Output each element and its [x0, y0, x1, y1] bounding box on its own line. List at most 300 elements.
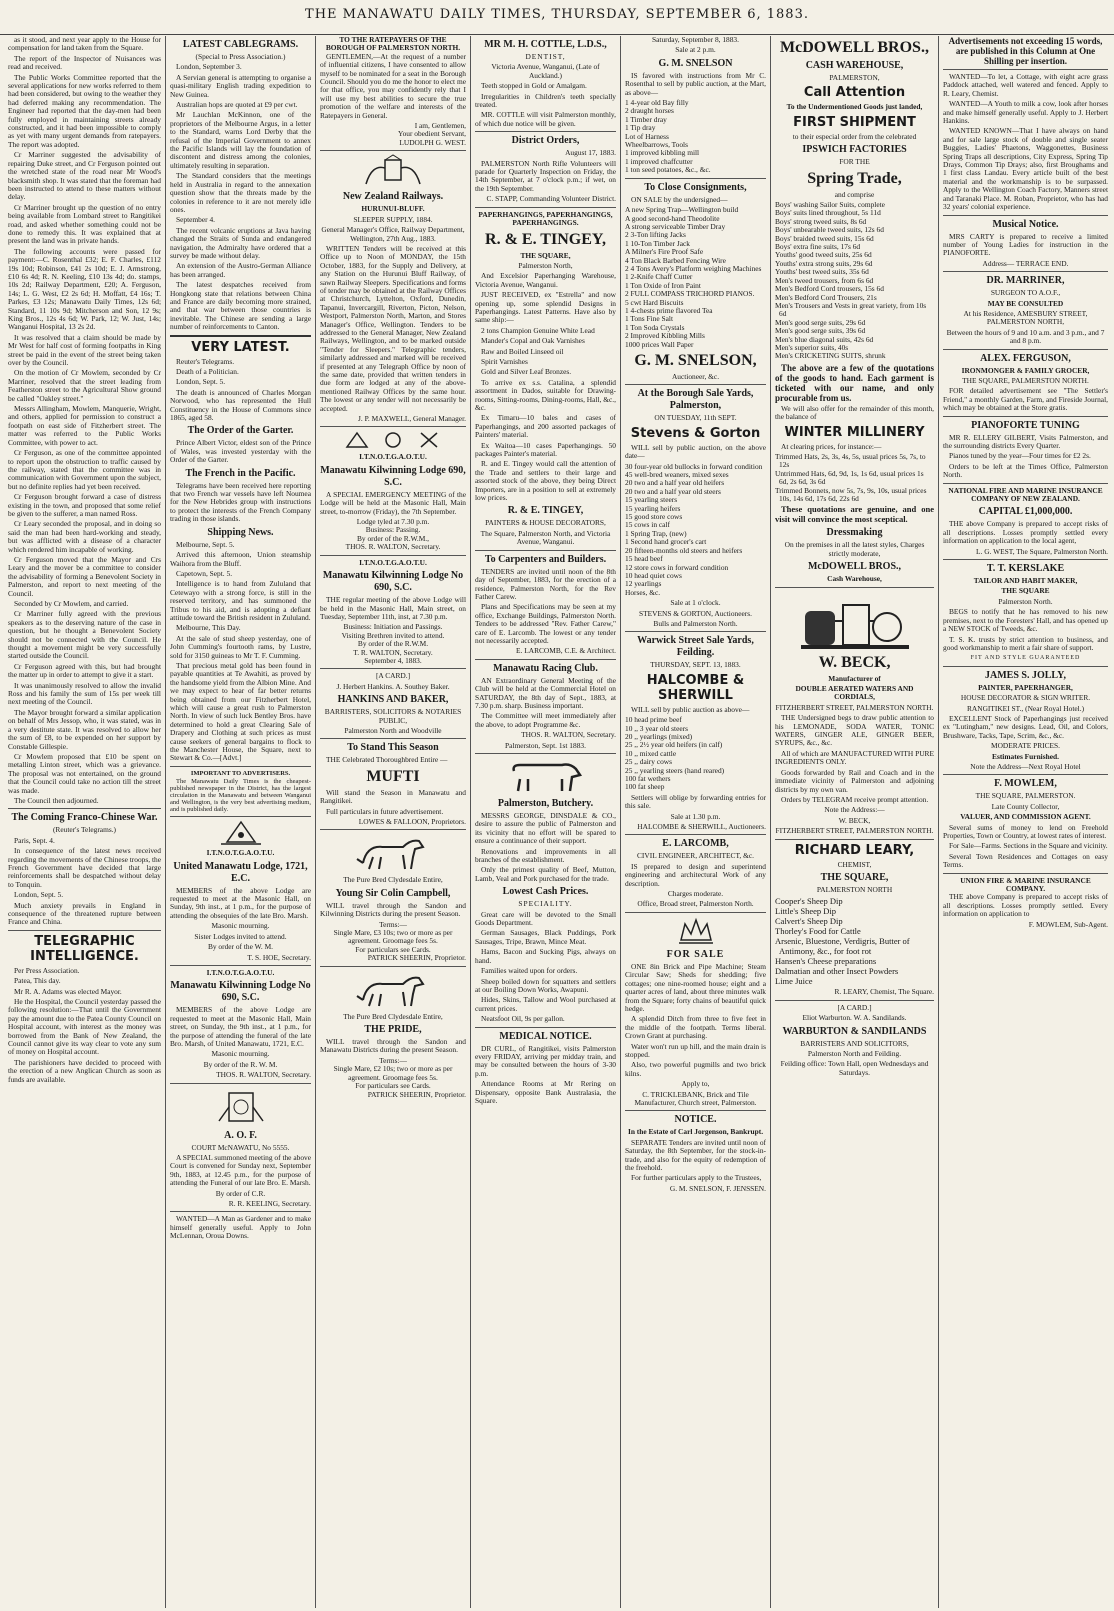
list-item: 15 head beef: [625, 554, 663, 564]
for-sale-signature: C. TRICKLEBANK, Brick and Tile Manufacturer, Church street, Palmerston.: [634, 1089, 757, 1107]
list-item: 1 Timber dray: [625, 114, 667, 124]
paragraph: Great care will be devoted to the Small Goods Department.: [475, 909, 616, 928]
column-5: [621, 36, 771, 1608]
larcomb-sub: CIVIL ENGINEER, ARCHITECT, &c.: [637, 851, 754, 861]
doctor-hours: Between the hours of 9 and 10 a.m. and 3 p.m., and 7 and 8 p.m.: [946, 327, 1105, 346]
list-item: 15 yearling heifers: [625, 503, 681, 513]
signoff-line: Your obedient Servant,: [397, 129, 466, 139]
list-item: 20 fifteen-months old steers and heifers: [625, 545, 743, 555]
ipswich-sub: FOR THE: [839, 157, 870, 167]
garter-heading: The Order of the Garter.: [187, 425, 294, 437]
paragraph: It was resolved that a claim should be made by Mr West for half cost of forming footpaths in King street be paid in the event of the street being taken over by the Council.: [8, 332, 161, 368]
paragraph: Intelligence is to hand from Zululand that Cetewayo with a strong force, is still in the reserved territory, and has summoned the Tribus to his aid, and is adopting a defiant attitude toward the British resident in Zululand.: [170, 579, 311, 622]
list-item: Boys' unbearable tweed suits, 12s 6d: [775, 225, 884, 235]
pride-terms: [320, 1057, 466, 1091]
beck-sub2: DOUBLE AERATED WATERS AND CORDIALS,: [795, 684, 914, 702]
horse-illustration-icon: [353, 970, 433, 1010]
paragraph: Mr Lauchlan McKinnon, one of the proprietors of the Melbourne Argus, in a letter to the Standard, warns Lord Derby that the refusal of the Imperial Government to annex the Pacific Islands will lay the foundation of discontent and distress among the colonies, ultimately resulting in separation.: [170, 110, 311, 170]
paragraph: Renovations and improvements in all branches of the establishment.: [475, 846, 616, 865]
kerslake-text: BEGS to notify that he has removed to his new premises, next to the Foresters' Hall, and has opened up a NEW STOCK of Tweeds, &c.: [943, 607, 1108, 634]
kilwinning2-lines: [320, 623, 466, 665]
paragraph: Irregularities in Children's teeth specially treated.: [475, 91, 616, 110]
list-item: A strong serviceable Timber Dray: [625, 221, 726, 231]
doctor-sub: SURGEON TO A.O.F.,: [990, 288, 1061, 298]
district-orders-text: PALMERSTON North Rifle Volunteers will parade for Quarterly Inspection on Friday, the 14th September, at 7 o'clock p.m.; if wet, on the 19th September.: [475, 158, 616, 193]
list-item: Lime Juice: [775, 976, 813, 987]
aof-court: COURT McNAWATU, No 5555.: [191, 1142, 290, 1152]
paragraph: Melbourne, Sept. 5.: [176, 539, 235, 549]
goods-list: [775, 201, 934, 361]
newspaper-columns: [4, 36, 1112, 1611]
list-item: Boys' extra fine suits, 17s 6d: [775, 242, 861, 252]
winter-millinery-heading: WINTER MILLINERY: [784, 424, 925, 440]
hankins-baker-sub: BARRISTERS, SOLICITORS & NOTARIES PUBLIC,: [324, 707, 462, 725]
colin-terms: [320, 921, 466, 955]
kerslake-square: THE SQUARE: [1001, 586, 1050, 596]
jolly-note: Note the Address—Next Royal Hotel: [970, 761, 1081, 771]
stevens-gorton-text: WILL sell by public auction, on the above date—: [625, 442, 766, 461]
list-item: Boys' washing Sailor Suits, complete: [775, 200, 885, 210]
paragraph: Families waited upon for orders.: [481, 966, 578, 976]
list-item: Men's superior suits, 40s: [775, 342, 849, 352]
paragraph: Australian hops are quoted at £9 per cwt.: [176, 100, 298, 110]
snelson-sub: Auctioneer, &c.: [671, 372, 720, 381]
paragraph: The following accounts were passed for payment:—C. Rosenthal £32; E. F. Charles, £112 19s 10d; Robinson, £41 2s 10d; E. J. Armstrong, £10 6s 4d; R. N. Keeling, £10 13s 4d; do. stamps, 10s 2d; Railway Department, £20; A. Ferguson, 14s; L. G. West, £2 2s 6d; H. Moffatt, £4 16s; T. Parkes, £3 12s; Manawatu Daily Times, 12s 6d; Standard, 11 10s 9d; Mitcherson and Son, 12 9s; King Bros., 12s 4s 6d; W. Park, 12; W. Just, 14s; Wanganui Hospital, 13 2s 2d.: [8, 246, 161, 332]
paragraph: The Standard considers that the meetings held in Australia in regard to the annexation question show that the threats made by the colonies in reference to it are not merely idle ones.: [170, 171, 311, 214]
list-item: 1 Ton Oxide of Iron Paint: [625, 280, 701, 290]
war-report: [8, 837, 161, 927]
pride-name: THE PRIDE,: [364, 1024, 422, 1036]
list-item: Thorley's Food for Cattle: [775, 926, 861, 937]
paragraph: The Mayor brought forward a similar application on behalf of Mrs Jessop, who, it was stated, was in a very destitute state. It was resolved to allow her the sum of £8, to be expended on her support by Constable Gillespie.: [8, 707, 161, 751]
halcombe-sherwill-text2: Settlers will oblige by forwarding entries for this sale.: [625, 792, 766, 811]
piano-text2: Pianos tuned by the year—Four times for £2 2s.: [949, 451, 1091, 461]
paragraph: Death of a Politician.: [176, 367, 239, 376]
list-item: Youths' good tweed suits, 25s 6d: [775, 250, 872, 260]
list-item: Arsenic, Bluestone, Verdigris, Butter of Antimony, &c., for foot rot: [775, 936, 910, 957]
kilwinning2-text: THE regular meeting of the above Lodge will be held in the Masonic Hall, Main street, on Tuesday, September 11th, inst, at 7.30 p.m.: [320, 595, 466, 621]
beck-address2: FITZHERBERT STREET, PALMERSTON NORTH.: [775, 826, 934, 836]
list-item: 100 fat wethers: [625, 774, 671, 783]
list-item: Men's Trousers and Vests in great variety, from 10s 6d: [775, 300, 927, 319]
mowlem-valuer: VALUER, AND COMMISSION AGENT.: [960, 812, 1091, 822]
list-item: 20 two and a half year old steers: [625, 486, 721, 496]
paragraph: Ex Waitoa—10 cases Paperhangings. 50 packages Painter's material.: [475, 440, 616, 459]
spring-trade-heading: Spring Trade,: [807, 169, 902, 187]
paragraph: Mander's Copal and Oak Varnishes: [481, 336, 585, 346]
mowlem-text4: Several Town Residences and Cottages on easy Terms.: [943, 851, 1108, 870]
list-item: 25 ,, yearling steers (hand reared): [625, 765, 725, 775]
terms-line: Single Mare, £2 10s; two or more as per agreement. Groomage fees 5s.: [333, 1064, 453, 1082]
very-latest-report: [170, 358, 311, 423]
paragraph: Cr Marriner brought up the question of no entry being available from Lombard street to Rangitikei road, and asked whether something could not be done to remedy this. It was explained that at present the land was in private hands.: [8, 202, 161, 246]
list-item: 1 improved kibbling mill: [625, 148, 700, 158]
paragraph: Raw and Boiled Linseed oil: [481, 346, 564, 356]
notice-line: By order of the R.W.M.,: [357, 533, 429, 543]
terms-line: For particulars see Cards.: [355, 1081, 431, 1091]
halcombe-sherwill-heading: HALCOMBE & SHERWILL: [646, 672, 745, 703]
notice-signature: G. M. SNELSON, F. JENSSEN.: [669, 1183, 766, 1193]
lodge1-by: By order of the W. M.: [207, 942, 274, 952]
paragraph: Hides, Skins, Tallow and Wool purchased at current prices.: [475, 995, 616, 1013]
pride-text: WILL travel through the Sandon and Manawatu Districts during the present Season.: [320, 1037, 466, 1055]
list-item: 1 4-chests prime flavored Tea: [625, 305, 713, 315]
list-item: 1 Second hand grocer's cart: [625, 537, 707, 547]
list-item: 45 well-bred weaners, mixed sexes: [625, 470, 729, 480]
music-address: Address— TERRACE END.: [982, 258, 1069, 268]
list-item: 1 Ton Soda Crystals: [625, 322, 685, 332]
terms-line: Terms:—: [379, 919, 407, 929]
royal-crest-icon: [671, 916, 721, 946]
small-ad: WANTED KNOWN—That I have always on hand and for sale large stock of double and single seater Buggies, Ladies' Phaetons, Waggonettes, Business Spring Traps all descriptions, City Express, Spring Tip Drays, Common Tip Drays; also, first Broughams and 1 first class Landau. Every article built of the best material and the workmanship is to be surpassed. Apply to the Wellington Coach Factory, Manners street and Taranaki Place. M. Roban, Proprietor, who has had 32 years' colonial experience.: [943, 126, 1108, 212]
list-item: Untrimmed Hats, 6d, 9d, 1s, 1s 6d, usual prices 1s 6d, 2s 6d, 3s 6d: [775, 468, 924, 487]
ratepayers-heading: TO THE RATEPAYERS OF THE BOROUGH OF PALMERSTON NORTH.: [325, 36, 461, 53]
list-item: A new Spring Trap—Wellington build: [625, 205, 739, 215]
mcdowell-address: PALMERSTON,: [829, 73, 880, 82]
shipping-heading: Shipping News.: [207, 526, 274, 538]
lodge2-name: Manawatu Kilwinning Lodge No 690, S.C.: [170, 980, 311, 1004]
mufti-signature: LOWES & FALLOON, Proprietors.: [358, 817, 466, 826]
kilwinning-text: A SPECIAL EMERGENCY MEETING of the Lodge will be held at the Masonic Hall, Main street, to-morrow (Friday), the 7th September.: [320, 489, 466, 516]
lodge2-by: By order of the R. W. M.: [203, 1059, 278, 1069]
small-ad: WANTED—A Youth to milk a cow, look after horses and make himself generally useful. Apply to J. Herbert Hankins.: [943, 99, 1108, 126]
terms-line: Single Mare, £3 10s; two or more as per agreement. Groomage fees 5s.: [333, 928, 453, 946]
halcombe-sherwill-signature: HALCOMBE & SHERWILL, Auctioneers.: [637, 822, 766, 832]
dentist-heading: MR M. H. COTTLE, L.D.S.,: [484, 39, 607, 50]
lodge1-note2: Sister Lodges invited to attend.: [194, 931, 287, 941]
warburton-sub: BARRISTERS AND SOLICITORS,: [800, 1038, 909, 1048]
list-item: Men's good serge suits, 39s 6d: [775, 326, 866, 336]
list-item: Hansen's Cheese preparations: [775, 956, 877, 967]
lodge1-signature: T. S. HOE, Secretary.: [247, 952, 311, 962]
paragraph: The recent volcanic eruptions at Java having changed the Straits of Sunda and endangered navigation, the Admiralty have ordered that a survey be made without delay.: [170, 225, 311, 260]
ferguson-text: FOR detailed advertisement see "The Settler's Friend," a monthly Garden, Farm, and Fireside Journal, which may be obtained at the Store gratis.: [943, 386, 1108, 413]
very-latest-heading: VERY LATEST.: [191, 339, 290, 355]
union-insurance-text: THE above Company is prepared to accept risks of all descriptions. Losses promptly settled. Every information on application to: [943, 892, 1108, 919]
list-item: 100 fat sheep: [625, 782, 665, 792]
list-item: Youths' best tweed suits, 35s 6d: [775, 267, 869, 277]
sale-date: Saturday, September 8, 1883.: [652, 36, 739, 44]
kerslake-text2: T. S. K. trusts by strict attention to business, and good workmanship to merit a fair share of support.: [943, 634, 1108, 652]
lodge1-name: United Manawatu Lodge, 1721, E.C.: [173, 860, 308, 884]
list-item: 1 ton seed potatoes, &c., &c.: [625, 165, 711, 175]
jolly-sub: PAINTER, PAPERHANGER,: [978, 682, 1073, 692]
tingey-heading: R. & E. TINGEY,: [485, 230, 606, 248]
racing-club-text2: The Committee will meet immediately after the above, to adopt Programme &c.: [475, 711, 616, 729]
list-item: 12 yearlings: [625, 579, 662, 589]
for-sale-heading: FOR SALE: [666, 948, 725, 960]
mufti-text: THE Celebrated Thoroughbred Entire —: [326, 755, 448, 765]
paragraph: Cr Mowlem proposed that £10 be spent on metalling Linton street, which was a grievance. The proposal was not entertained, on the ground that the Council could take no action till the street was made.: [8, 751, 161, 795]
column-7: [939, 36, 1112, 1608]
sale-time: Sale at 2 p.m.: [675, 45, 716, 55]
mowlem-heading: F. MOWLEM,: [994, 778, 1057, 790]
lodge1-text: MEMBERS of the above Lodge are requested to meet at the Masonic Hall, on Sunday, 9th inst., at 1 p.m., for the purpose of attending the obsequies of the late Bro. Marsh.: [170, 885, 311, 920]
council-report: [8, 36, 161, 805]
union-insurance-heading: UNION FIRE & MARINE INSURANCE COMPANY.: [960, 875, 1091, 894]
paragraph: R. and E. Tingey would call the attention of the Trade and settlers to their large and assorted stock of the above, they being Direct Importers, are in a position to sell at extremely low prices.: [475, 459, 616, 503]
dressmaking-heading: Dressmaking: [826, 527, 883, 539]
telegraphic-heading: TELEGRAPHIC INTELLIGENCE.: [30, 933, 139, 964]
notice-line: T. R. WALTON, Secretary.: [353, 647, 433, 657]
leary-sub: CHEMIST,: [837, 859, 872, 869]
paragraph: MESSRS GEORGE, DINSDALE & CO., desire to assure the public of Palmerston and its vicinity that no effort will be spared to ensure a continuance of their support.: [475, 811, 616, 846]
piano-text: MR R. ELLERY GILBERT, Visits Palmerston, and the surrounding districts Every Quarter.: [943, 432, 1108, 450]
aof-by: By order of C.R.: [215, 1188, 266, 1198]
mcdowell2-heading: McDOWELL BROS.,: [807, 561, 902, 573]
foresters-emblem-icon: [211, 1087, 271, 1127]
kilwinning-lines: [320, 518, 466, 552]
district-orders-date: August 17, 1883.: [565, 148, 616, 158]
notice-line: Lodge tyled at 7.30 p.m.: [356, 517, 430, 527]
notice-line: Business: Passing.: [365, 525, 421, 535]
lodge2-signature: THOS. R. WALTON, Secretary.: [216, 1070, 311, 1080]
list-item: Men's tweed trousers, from 6s 6d: [775, 275, 874, 285]
tingey-sub: THE SQUARE,: [520, 250, 571, 260]
dentist-address: Victoria Avenue, Wanganui, (Late of Auckland.): [491, 62, 600, 80]
snelson-heading: G. M. SNELSON,: [634, 352, 757, 369]
pride-signature: PATRICK SHEERIN, Proprietor.: [367, 1089, 466, 1099]
list-item: Boys' strong tweed suits, 8s 6d: [775, 216, 867, 226]
list-item: 10 ,, 3 year old steers: [625, 723, 689, 733]
paragraph: Cr Ferguson brought forward a case of distress existing in the town, and proposed that some relief be given to the sufferer, a man named Ross.: [8, 492, 161, 518]
cables-report: [170, 63, 311, 331]
paragraph: A Servian general is attempting to organise a quasi-military English trading expedition to New Guinea.: [170, 72, 311, 99]
mowlem-text2: Several sums of money to lend on Freehold Properties, Town or Country, at lowest rates of interest.: [943, 822, 1108, 840]
paragraph: Gold and Silver Leaf Bronzes.: [481, 367, 572, 377]
warwick-date: THURSDAY, SEPT. 13, 1883.: [650, 660, 741, 670]
district-orders-heading: District Orders,: [511, 135, 580, 147]
telegraphic-report: [8, 967, 161, 1084]
notice-line: Business: Initiation and Passings.: [343, 622, 443, 632]
paragraph: Only the primest quality of Beef, Mutton, Lamb, Veal and Pork purchased for the trade.: [475, 865, 616, 883]
carpenters-signature: E. LARCOMB, C.E. & Architect.: [516, 646, 616, 656]
masthead-title: THE MANAWATU DAILY TIMES, THURSDAY, SEPTEMBER 6, 1883.: [305, 7, 809, 22]
mowlem-text: Late County Collector,: [991, 801, 1060, 811]
doctor-address: At his Residence, AMESBURY STREET, PALMERSTON NORTH,: [963, 308, 1088, 327]
jolly-moderate: MODERATE PRICES.: [991, 741, 1060, 751]
list-item: 15 yearling steers: [625, 495, 678, 505]
kilwinning-emblem-icon: [343, 430, 443, 450]
masonic-emblem-icon: [211, 820, 271, 846]
snelson-auction-heading: G. M. SNELSON: [658, 57, 733, 69]
leary-address: PALMERSTON NORTH: [816, 884, 893, 894]
list-item: Calvert's Sheep Dip: [775, 916, 843, 927]
list-item: 25 ,, dairy cows: [625, 757, 673, 767]
quotations-text: The above are a few of the quotations of the goods to hand. Each garment is ticketed with our name, and only procurable from us.: [775, 362, 934, 403]
beck-note: Note the Address:—: [824, 805, 885, 815]
kilwinning-order: I.T.N.O.T.G.A.O.T.U.: [359, 452, 427, 462]
war-heading: The Coming Franco-Chinese War.: [11, 812, 158, 824]
horse-illustration-icon: [353, 833, 433, 873]
lodge2-text: MEMBERS of the above Lodge are requested to meet at the Masonic Hall, Main street, on Sunday, the 9th inst., at 1 p.m., for the purpose of attending the funeral of the late Bro. Marsh, of United Manawatu, 1721, E.C.: [170, 1005, 311, 1048]
paragraph: Cr Leary seconded the proposal, and in doing so said the man had been hard-working and steady, but was afflicted with a disease of a character which rendered him incapable of working.: [8, 519, 161, 554]
mufti-heading: To Stand This Season: [347, 742, 439, 754]
aof-text: A SPECIAL summoned meeting of the above Court is convened for Sunday next, September 9th, 1883, at 12.45 p.m., for the purpose of attending the Funeral of our late Bro. E. Marsh.: [170, 1152, 311, 1188]
mowlem-address: THE SQUARE, PALMERSTON.: [975, 791, 1076, 801]
comprise-text: and comprise: [834, 189, 875, 199]
beck-sub: Manufacturer of: [828, 673, 881, 683]
paragraph: September 4.: [176, 215, 215, 225]
tingey-text: [475, 272, 616, 502]
cables-heading: LATEST CABLEGRAMS.: [182, 39, 299, 50]
jolly-heading: JAMES S. JOLLY,: [985, 669, 1066, 681]
paragraph: On the motion of Cr Mowlem, seconded by Cr Marriner, resolved that the street leading from Featherston street to the Agricultural Show ground be called "Oakley street.": [8, 368, 161, 403]
paragraph: Much anxiety prevails in England in consequence of the threatened rupture between France and China.: [8, 900, 161, 927]
warburton-address: Palmerston North and Feilding.: [807, 1048, 902, 1058]
list-item: Boys' suits lined throughout, 5s 11d: [775, 208, 881, 218]
call-attention-heading: Call Attention: [803, 85, 906, 101]
list-item: 1 10-Ton Timber Jack: [625, 238, 690, 248]
notice-line: By order of the R.W.M.: [357, 639, 429, 649]
medical-notice-text: DR CURL, of Rangitikei, visits Palmerston every FRIDAY, arriving per midday train, and may be consulted between the hours of 3-30 p.m.: [475, 1043, 616, 1078]
list-item: 1 Tip dray: [625, 123, 656, 133]
list-item: 15 good store cows: [625, 512, 683, 522]
terms-line: For particulars see Cards.: [355, 944, 431, 954]
pacific-text: Telegrams have been received here reporting that two French war vessels have left Noumea for the New Hebrides group with instructions to protect the interests of the French Company trading in those islands.: [170, 480, 311, 524]
list-item: 1 Spring Trap, (new): [625, 528, 687, 538]
beck-signature: W. BECK,: [838, 815, 871, 825]
paragraph: It was unanimously resolved to allow the invalid Ross and his family the sum of 15s per week till next meeting of the Council.: [8, 680, 161, 707]
butchery-text2: [475, 911, 616, 1024]
kerslake-fit: FIT AND STYLE GUARANTEED: [970, 655, 1081, 662]
notice-line: September 4, 1883.: [364, 655, 422, 665]
list-item: 2 3-Ton lifting Jacks: [625, 230, 686, 240]
stevens-gorton-time: Sale at 1 o'clock.: [670, 598, 721, 608]
list-item: 5 cwt Hard Biscuits: [625, 297, 684, 307]
shipping-report: [170, 541, 311, 763]
paragraph: Melbourne, This Day.: [176, 623, 241, 633]
card-label-2: [A CARD.]: [837, 1002, 872, 1012]
medical-notice-heading: MEDICAL NOTICE.: [499, 1030, 592, 1042]
beck-text2: All of which are MANUFACTURED WITH PURE INGREDIENTS ONLY.: [775, 748, 934, 767]
butchery-text: [475, 812, 616, 883]
soda-machine-illustration-icon: [795, 591, 915, 651]
paragraph: Messrs Allingham, Mowlem, Manquerie, Wright, and others, applied for permission to construct a footpath on east side of Fitzherbert street. The matter was referred to the Public Works Committee, with power to act.: [8, 404, 161, 447]
snelson-lots: [625, 99, 766, 175]
list-item: Men's Bedford Cord trousers, 15s 6d: [775, 284, 884, 294]
ferguson-heading: ALEX. FERGUSON,: [980, 352, 1071, 364]
mcdowell-sub: CASH WAREHOUSE,: [805, 60, 904, 71]
wanted-gardener-ad: WANTED—A Man as Gardener and to make himself generally useful. Apply to John McLennan, Oroua Downs.: [170, 1214, 311, 1241]
railways-office: General Manager's Office, Railway Department, Wellington, 27th Aug., 1883.: [321, 225, 465, 243]
paragraph: Paris, Sept. 4.: [14, 835, 55, 845]
paragraph: And Excelsior Paperhanging Warehouse, Victoria Avenue, Wanganui.: [475, 271, 616, 289]
list-item: Trimmed Bonnets, now 5s, 7s, 9s, 10s, usual prices 10s, 14s 6d, 17s 6d, 22s 6d: [775, 485, 927, 503]
paragraph: London, September 3.: [176, 62, 242, 72]
paragraph: Cr Marriner suggested the advisability of repairing Duke street, and Cr Ferguson pointed out the wretched state of the road near Mr Wood's blacksmith shop. It was stated that the foreman had been instructed to attend to these matters without delay.: [8, 150, 161, 202]
lodge1-order: I.T.N.O.T.G.A.O.T.U.: [206, 848, 275, 858]
list-item: 10 head quiet cows: [625, 570, 682, 580]
list-item: 12 store cows in forward condition: [625, 562, 729, 572]
jolly-address: RANGITIKEI ST., (Near Royal Hotel.): [966, 703, 1085, 713]
beck-text3: Goods forwarded by Rail and Coach and in the immediate vicinity of Palmerston and adjoining districts by my own van.: [775, 767, 934, 794]
hankins-baker-heading: HANKINS AND BAKER,: [337, 694, 449, 706]
colin-pre: The Pure Bred Clydesdale Entire,: [343, 875, 443, 885]
snelson-auction-text: IS favored with instructions from Mr C. Rosenthal to sell by public auction, at the Mart, as above—: [625, 70, 766, 97]
national-insurance-heading: NATIONAL FIRE AND MARINE INSURANCE COMPANY OF NEW ZEALAND.: [948, 485, 1103, 504]
beck-text: THE Undersigned begs to draw public attention to his LEMONADE, SODA WATER, TONIC WATERS, GINGER ALE, GINGER BEER, SYRUPS, &c., &c.: [775, 713, 934, 748]
colin-name: Young Sir Colin Campbell,: [335, 887, 451, 899]
beck-heading: W. BECK,: [818, 653, 891, 671]
list-item: Men's Bedford Cord Trousers, 21s: [775, 292, 877, 302]
offer-text: We will also offer for the remainder of this month, the balance of: [775, 403, 934, 422]
warburton-office: Feilding office: Town Hall, open Wednesdays and Saturdays.: [780, 1059, 929, 1077]
district-orders-signature: C. STAPP, Commanding Volunteer District.: [486, 194, 616, 204]
list-item: Little's Sheep Dip: [775, 906, 837, 917]
jolly-estimates: Estimates Furnished.: [992, 751, 1059, 761]
lodge2-note: Masonic mourning.: [211, 1049, 270, 1059]
mufti-name: MUFTI: [366, 767, 420, 785]
list-item: 10 ,, mixed cattle: [625, 748, 677, 758]
close-consignments-heading: To Close Consignments,: [644, 181, 747, 193]
kilwinning2-name: Manawatu Kilwinning Lodge No 690, S.C.: [322, 570, 464, 594]
for-sale-text2: A splendid Ditch from three to five feet in the middle of the footpath. Terms liberal. Crown Grant at purchasing.: [625, 1014, 766, 1041]
larcomb-text: IS prepared to design and superintend engineering and architectural Work of any description.: [625, 861, 766, 888]
beck-text4: Orders by TELEGRAM receive prompt attention.: [781, 794, 929, 804]
doctor-text: MAY BE CONSULTED: [987, 298, 1064, 308]
paragraph: Sheep boiled down for squatters and settlers at our Boiling Down Works, Awapuni.: [475, 976, 616, 994]
signoff-line: I am, Gentlemen,: [414, 121, 466, 131]
paragraph: Ex Timaru—10 bales and cases of Paperhangings, and 200 assorted packages of Painters' material.: [475, 413, 616, 440]
card-names-2: Eliot Warburton. W. A. Sandilands.: [802, 1013, 907, 1023]
list-item: 20 two and a half year old heifers: [625, 478, 725, 488]
notice-line: THOS. R. WALTON, Secretary.: [345, 542, 441, 552]
column-4: [471, 36, 621, 1608]
paragraph: Hams, Bacon and Sucking Pigs, always on hand.: [475, 947, 616, 965]
tingey2-address: The Square, Palmerston North, and Victoria Avenue, Wanganui.: [480, 528, 611, 547]
railways-heading: New Zealand Railways.: [342, 191, 444, 203]
first-shipment-heading: FIRST SHIPMENT: [793, 114, 916, 130]
list-item: Men's CRICKETING SUITS, shrunk: [775, 351, 886, 361]
notice-line: Visiting Brethren invited to attend.: [341, 630, 445, 640]
paragraph: as it stood, and next year apply to the House for compensation for land taken from the Square.: [8, 36, 161, 53]
mufti-text3: Full particulars in future advertisement.: [326, 806, 444, 816]
paragraph: Arrived this afternoon, Union steamship Waihora from the Bluff.: [170, 550, 311, 568]
leary-items: [775, 896, 934, 986]
for-sale-apply: Apply to,: [681, 1079, 710, 1089]
paragraph: 2 tons Champion Genuine White Lead: [481, 325, 595, 335]
small-ads-heading: Advertisements not exceeding 15 words, are published in this Column at One Shilling per insertion.: [948, 36, 1103, 66]
kilwinning2-order: I.T.N.O.T.G.A.O.T.U.: [359, 557, 427, 567]
music-text: MRS CARTY is prepared to receive a limited number of Young Ladies for instruction in the PIANOFORTE.: [943, 231, 1108, 258]
dentist-text: [475, 82, 616, 128]
list-item: 2 FULL COMPASS TRICHORD PIANOS.: [625, 289, 755, 299]
railways-sub2: SLEEPER SUPPLY, 1884.: [353, 214, 433, 224]
list-item: 2 draught horses: [625, 106, 674, 116]
paragraph: German Sausages, Black Puddings, Pork Sausages, Tripe, Brawn, Mince Meat.: [475, 928, 616, 946]
garter-text: Prince Albert Victor, eldest son of the Prince of Wales, was invested yesterday with the Order of the Garter.: [170, 438, 311, 465]
carpenters-text: TENDERS are invited until noon of the 8th day of September, 1883, for the erection of a residence, Palmerston North, for the Rev Father Carew.: [475, 566, 616, 601]
bull-illustration-icon: [506, 757, 586, 795]
list-item: 1 Tons Fine Salt: [625, 314, 674, 324]
paragraph: JUST RECEIVED, ex "Estrella" and now opening up, some splendid Designs in Paperhangings. Latest Patterns. Have also by same ship:—: [475, 290, 616, 325]
lowest-prices-heading: Lowest Cash Prices.: [502, 886, 589, 898]
paragraph: To arrive ex s.s. Catalina, a splendid assortment in Dados, suitable for Drawing-rooms, Sitting-rooms, Dining-rooms, Hall, &c., &c.: [475, 377, 616, 412]
aof-heading: A. O. F.: [224, 1129, 257, 1141]
list-item: Youths' extra strong suits, 29s 6d: [775, 258, 873, 268]
mcdowell2-sub: Cash Warehouse,: [827, 574, 882, 584]
aof-signature: R. R. KEELING, Secretary.: [228, 1199, 311, 1208]
list-item: Trimmed Hats, 2s, 3s, 4s, 5s, usual prices 5s, 7s, to 12s: [775, 451, 926, 470]
column-6: [771, 36, 939, 1608]
paragraph: Per Press Association.: [14, 965, 80, 975]
ferguson-address: THE SQUARE, PALMERSTON NORTH.: [962, 375, 1089, 385]
racing-club-date: Palmerston, Sept. 1st 1883.: [505, 740, 586, 750]
paragraph: Spirit Varnishes: [481, 356, 528, 366]
winter-millinery-list: [775, 453, 934, 503]
pacific-heading: The French in the Pacific.: [185, 467, 296, 479]
